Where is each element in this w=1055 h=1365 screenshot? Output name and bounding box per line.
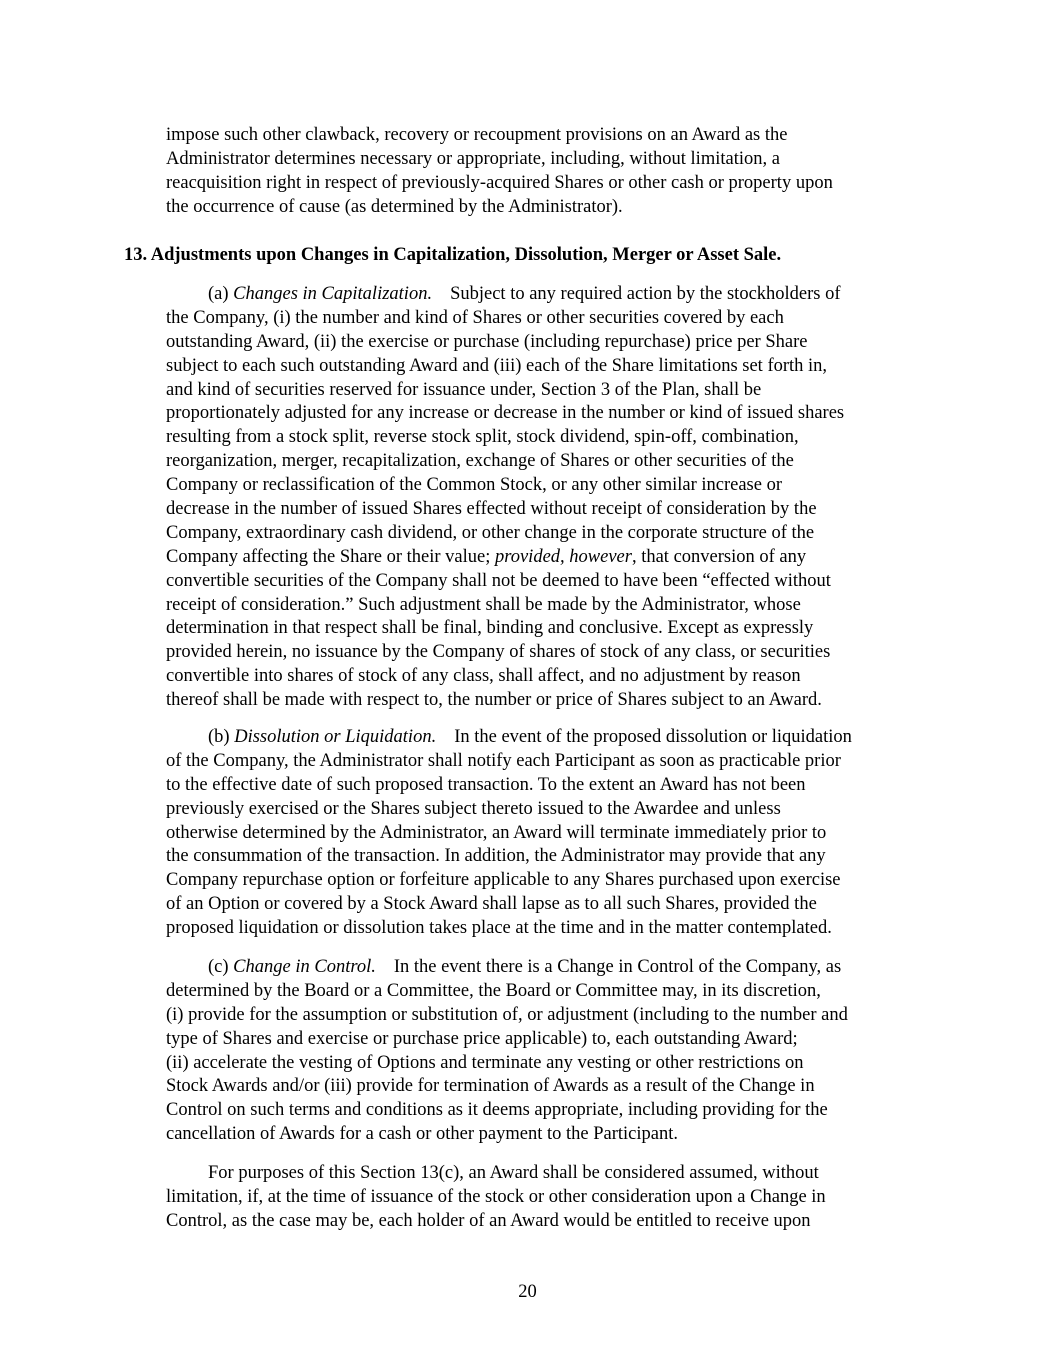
text-line: otherwise determined by the Administrator, an Award will terminate immediately prior to (166, 822, 827, 843)
text-line: proportionately adjusted for any increase or decrease in the number or kind of issued shares (166, 403, 845, 424)
text-line: Company, extraordinary cash dividend, or other change in the corporate structure of the (166, 522, 815, 543)
text-line: decrease in the number of issued Shares effected without receipt of consideration by the (166, 499, 817, 520)
text-line: subject to each such outstanding Award and (iii) each of the Share limitations set forth in, (166, 355, 828, 376)
text-line: receipt of consideration.” Such adjustment shall be made by the Administrator, whose (166, 594, 801, 615)
proviso-before: Company affecting the Share or their value; (166, 546, 495, 567)
text-line: Stock Awards and/or (iii) provide for termination of Awards as a result of the Change in (166, 1076, 815, 1097)
section-heading: 13. Adjustments upon Changes in Capitalization, Dissolution, Merger or Asset Sale. (124, 245, 782, 265)
paragraph-b-lead: In the event of the proposed dissolution or liquidation (454, 727, 852, 747)
text-line: the Company, (i) the number and kind of Shares or other securities covered by each (166, 307, 784, 328)
text-line: the occurrence of cause (as determined by the Administrator). (166, 196, 623, 217)
text-line: cancellation of Awards for a cash or other payment to the Participant. (166, 1124, 679, 1145)
paragraph-b-first-line (166, 726, 938, 750)
paragraph-b (166, 726, 938, 941)
text-line: reacquisition right in respect of previously-acquired Shares or other cash or property upon (166, 172, 833, 193)
text-line: thereof shall be made with respect to, the number or price of Shares subject to an Award. (166, 690, 822, 711)
paragraph-a-title: Changes in Capitalization. (233, 284, 433, 304)
text-line: type of Shares and exercise or purchase price applicable) to, each outstanding Award; (166, 1028, 798, 1049)
text-line: provided herein, no issuance by the Company of shares of stock of any class, or securities (166, 642, 831, 663)
paragraph-c-lead: In the event there is a Change in Control of the Company, as (393, 957, 842, 977)
paragraph-d-lead: For purposes of this Section 13(c), an Award shall be considered assumed, without (208, 1163, 819, 1183)
paragraph-d-first-line (166, 1162, 938, 1186)
text-line: determined by the Board or a Committee, the Board or Committee may, in its discretion, (166, 980, 821, 1001)
text-line: convertible securities of the Company shall not be deemed to have been “effected without (166, 570, 831, 591)
text-line: Control, as the case may be, each holder of an Award would be entitled to receive upon (166, 1210, 811, 1231)
paragraph-b-title: Dissolution or Liquidation. (234, 727, 437, 747)
text-line: Control on such terms and conditions as it deems appropriate, including providing for the (166, 1100, 828, 1121)
text-line: resulting from a stock split, reverse stock split, stock dividend, spin-off, combination, (166, 427, 799, 448)
paragraph-b-label: (b) (208, 727, 230, 747)
paragraph-a-lead: Subject to any required action by the stockholders of (450, 284, 841, 304)
paragraph-c (166, 956, 938, 1147)
paragraph-a (166, 283, 938, 713)
text-line: previously exercised or the Shares subject thereto issued to the Awardee and unless (166, 798, 781, 819)
proviso-italic: provided, however (494, 546, 632, 567)
proviso-after: , that conversion of any (631, 546, 807, 567)
paragraph-a-label: (a) (208, 284, 229, 304)
intro-paragraph (166, 124, 938, 220)
text-line: of an Option or covered by a Stock Award shall lapse as to all such Shares, provided the (166, 894, 817, 915)
text-line: and kind of securities reserved for issuance under, Section 3 of the Plan, shall be (166, 379, 762, 400)
text-line: proposed liquidation or dissolution takes place at the time and in the matter contemplated. (166, 918, 832, 939)
proviso-line (166, 546, 938, 570)
text-line: Company or reclassification of the Common Stock, or any other similar increase or (166, 475, 782, 496)
paragraph-c-first-line (166, 956, 938, 980)
text-line: Company repurchase option or forfeiture applicable to any Shares purchased upon exercise (166, 870, 841, 891)
text-line: outstanding Award, (ii) the exercise or purchase (including repurchase) price per Share (166, 331, 808, 352)
text-line: (ii) accelerate the vesting of Options and terminate any vesting or other restrictions on (166, 1052, 804, 1073)
text-line: reorganization, merger, recapitalization, exchange of Shares or other securities of the (166, 451, 794, 472)
paragraph-a-first-line (166, 283, 938, 307)
paragraph-c-title: Change in Control. (233, 957, 376, 977)
page-number: 20 (518, 1282, 537, 1302)
text-line: determination in that respect shall be final, binding and conclusive. Except as expressly (166, 618, 814, 639)
text-line: the consummation of the transaction. In addition, the Administrator may provide that any (166, 846, 826, 867)
text-line: limitation, if, at the time of issuance of the stock or other consideration upon a Change in (166, 1186, 826, 1207)
text-line: convertible into shares of stock of any class, shall affect, and no adjustment by reason (166, 666, 801, 687)
text-line: of the Company, the Administrator shall notify each Participant as soon as practicable prior (166, 750, 841, 771)
text-line: Administrator determines necessary or appropriate, including, without limitation, a (166, 148, 780, 169)
text-line: impose such other clawback, recovery or recoupment provisions on an Award as the (166, 125, 788, 145)
text-line: to the effective date of such proposed transaction. To the extent an Award has not been (166, 774, 806, 795)
paragraph-c-label: (c) (208, 957, 229, 977)
text-line: (i) provide for the assumption or substitution of, or adjustment (including to the number and (166, 1004, 848, 1025)
paragraph-d (166, 1162, 938, 1234)
